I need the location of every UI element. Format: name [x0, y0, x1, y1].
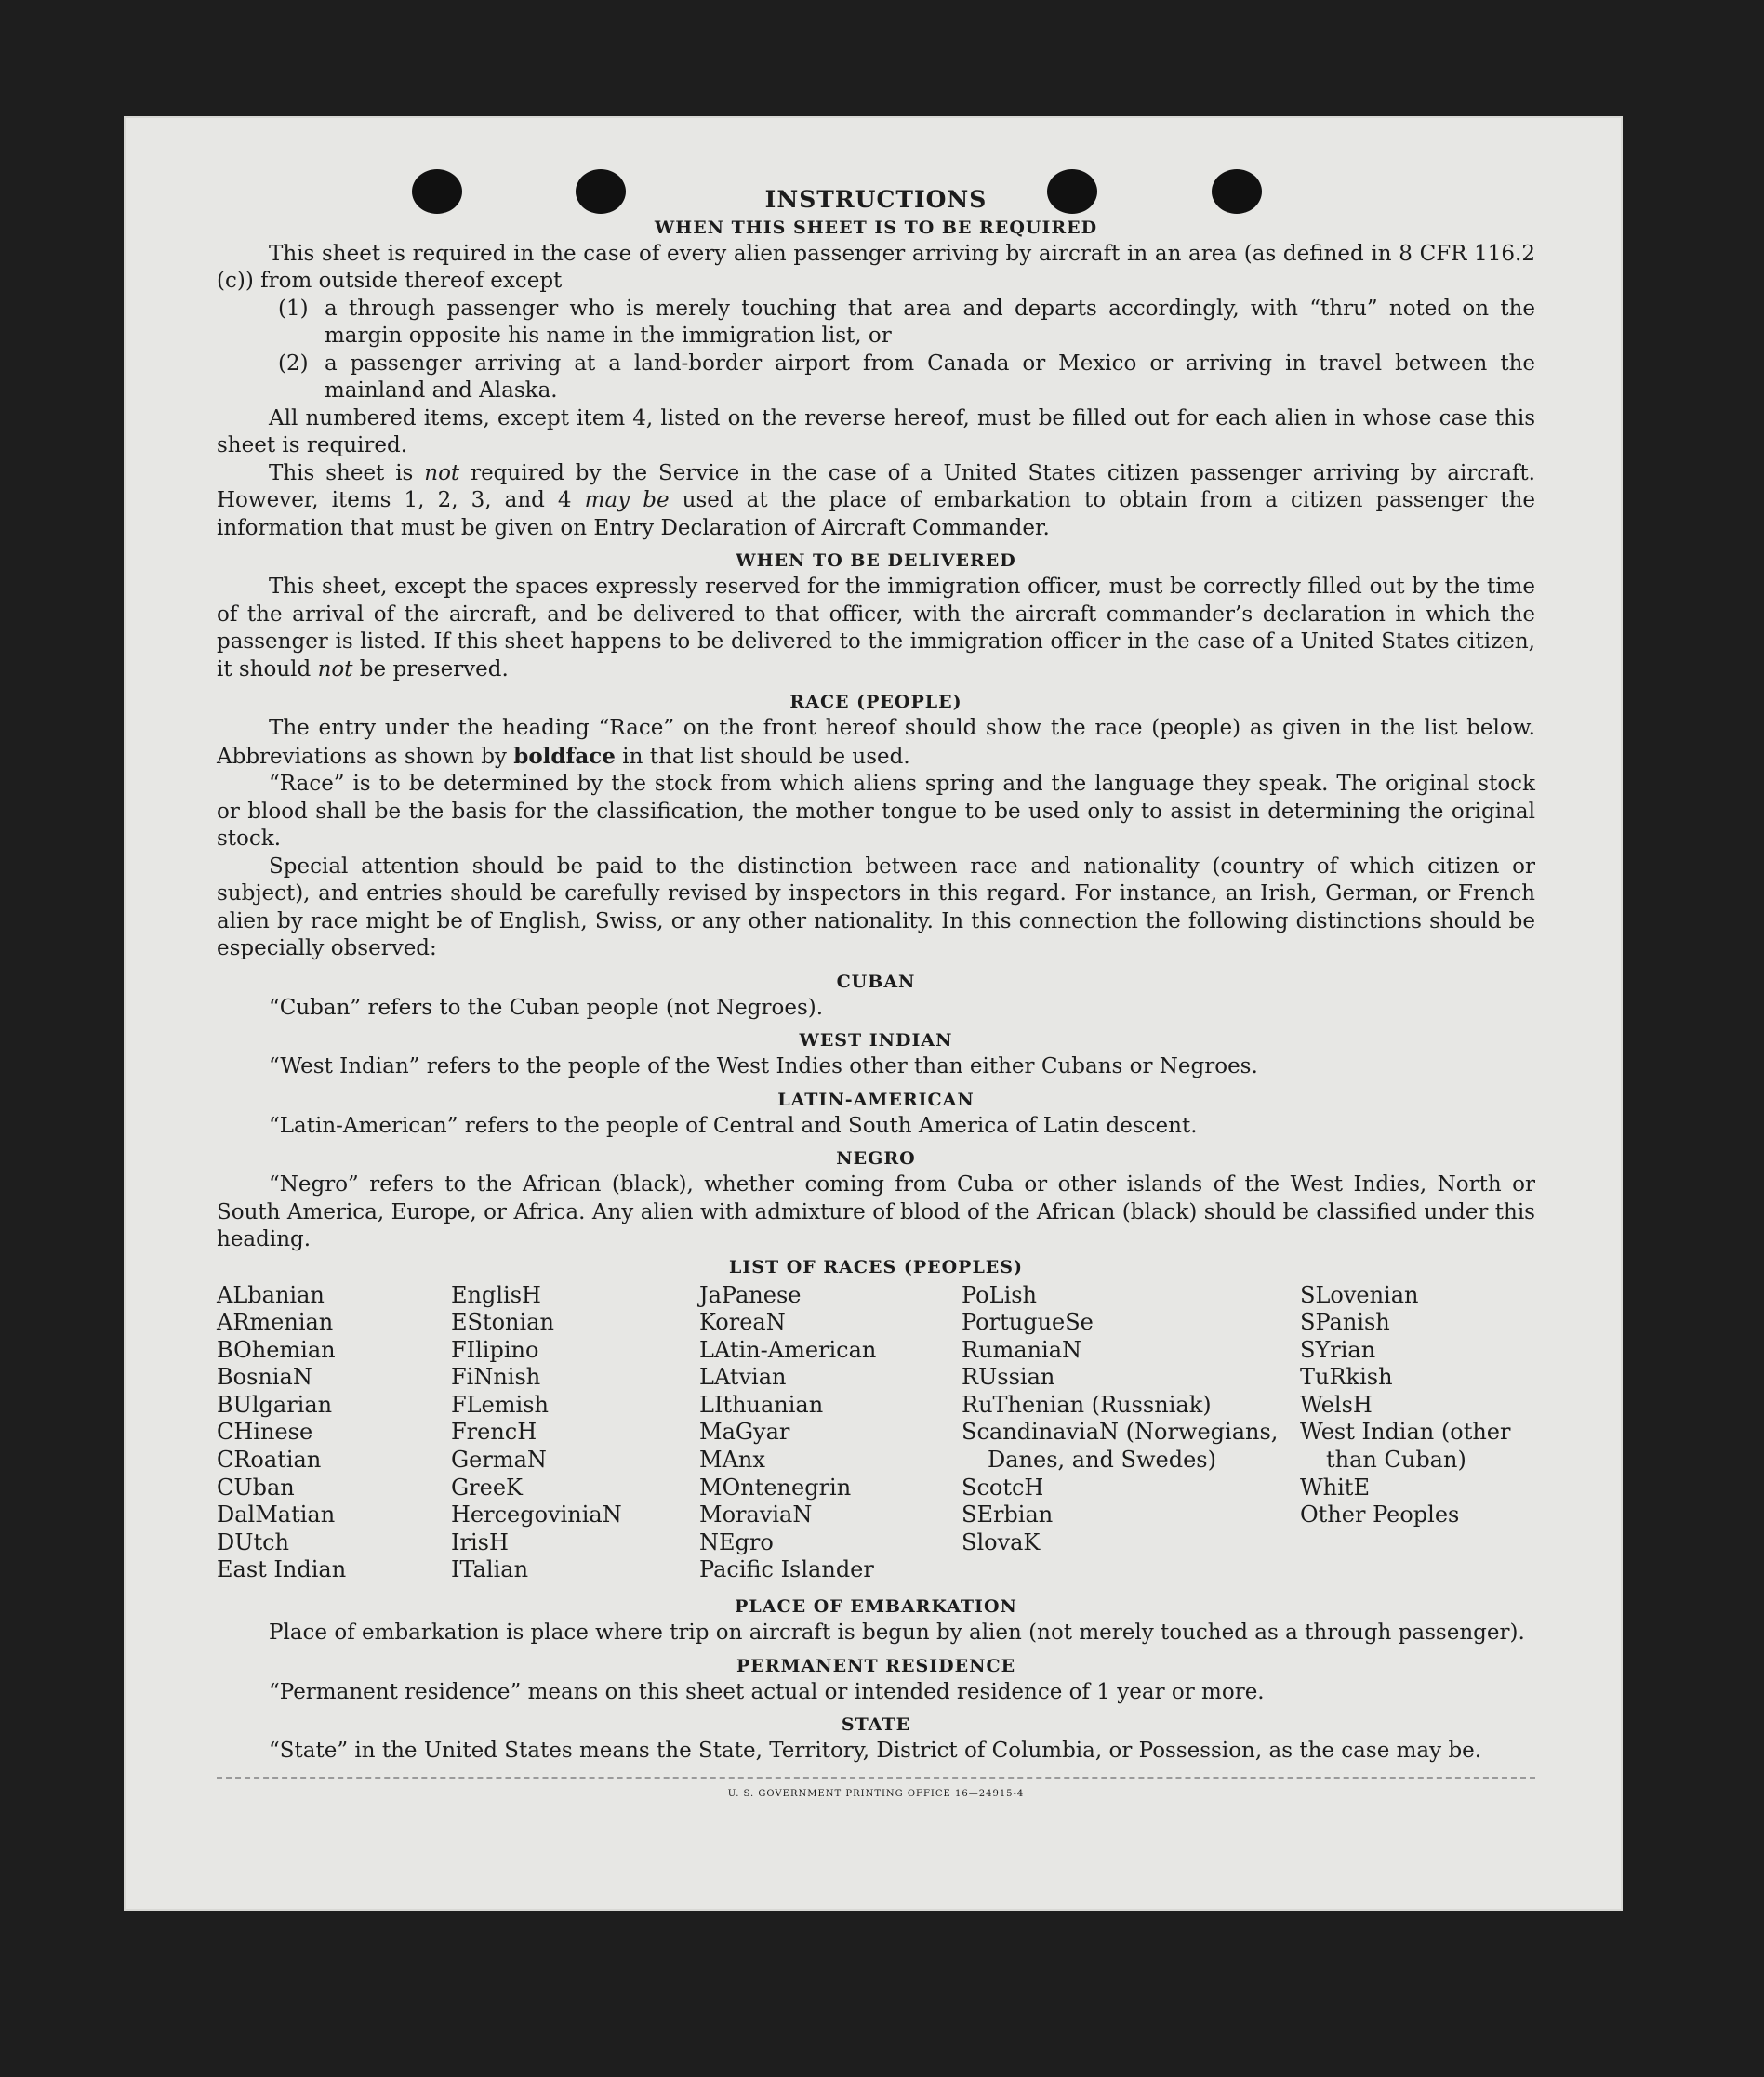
- race-entry: NEgro: [699, 1528, 774, 1555]
- race-column: [451, 1282, 699, 1585]
- race-entry: Pacific Islander: [699, 1556, 874, 1583]
- race-column: [1300, 1282, 1535, 1585]
- race-entry: ALbanian: [217, 1281, 325, 1308]
- race-entry: RumaniaN: [962, 1336, 1082, 1363]
- paragraph: “West Indian” refers to the people of the West Indies other than either Cubans or Negroes.: [269, 1054, 1258, 1078]
- race-entry: MaGyar: [699, 1419, 790, 1446]
- race-column: [217, 1282, 451, 1585]
- paragraph: “Latin-American” refers to the people of Central and South America of Latin descent.: [269, 1113, 1198, 1138]
- section-heading: RACE (PEOPLE): [789, 692, 962, 712]
- race-entry: SYrian: [1300, 1336, 1376, 1363]
- race-entry: WelsH: [1300, 1391, 1373, 1418]
- list-item: (1) a through passenger who is merely touching that area and departs accordingly, with “thru” noted on the margin opposite his name in the immigration list, or: [278, 296, 1535, 348]
- paragraph: “Race” is to be determined by the stock from which aliens spring and the language they speak. The original stock or blood shall be the basis for the classification, the mother tongue to be used only to assist in determining the original stock.: [217, 772, 1535, 851]
- race-column: [962, 1282, 1300, 1585]
- paragraph: “State” in the United States means the State, Territory, District of Columbia, or Possession, as the case may be.: [269, 1739, 1482, 1764]
- race-entry: CHinese: [217, 1419, 313, 1446]
- section-heading: LIST OF RACES (PEOPLES): [729, 1256, 1023, 1277]
- section-heading: PERMANENT RESIDENCE: [736, 1655, 1016, 1676]
- race-entry: RUssian: [962, 1364, 1055, 1391]
- paragraph: This sheet, except the spaces expressly reserved for the immigration officer, must be correctly filled out by the time of the arrival of the aircraft, and be delivered to that officer, with the aircraft commander’s declaration in which the passenger is listed. If this sheet happens to be delivered to the immigration officer in the case of a United States citizen, it should not be preserved.: [217, 575, 1535, 681]
- race-entry: LIthuanian: [699, 1391, 824, 1418]
- section-heading: CUBAN: [836, 971, 916, 992]
- race-entry: ARmenian: [217, 1309, 334, 1336]
- race-entry: DUtch: [217, 1528, 290, 1555]
- race-entry: ScandinaviaN (Norwegians, Danes, and Swedes): [962, 1419, 1279, 1474]
- section-heading: LATIN-AMERICAN: [777, 1089, 975, 1110]
- race-entry: DalMatian: [217, 1502, 336, 1528]
- race-entry: PoLish: [962, 1281, 1038, 1308]
- paragraph: This sheet is required in the case of every alien passenger arriving by aircraft in an area (as defined in 8 CFR 116.2 (c)) from outside thereof except: [217, 241, 1535, 293]
- section-heading: WEST INDIAN: [799, 1030, 953, 1051]
- race-entry: BOhemian: [217, 1336, 336, 1363]
- list-item: (2) a passenger arriving at a land-border airport from Canada or Mexico or arriving in travel between the mainland and Alaska.: [278, 351, 1535, 403]
- race-entry: MOntenegrin: [699, 1474, 852, 1501]
- race-entry: EStonian: [451, 1309, 554, 1336]
- race-entry: SErbian: [962, 1502, 1054, 1528]
- race-entry: FiNnish: [451, 1364, 541, 1391]
- race-entry: LAtin-American: [699, 1336, 877, 1363]
- race-entry: BUlgarian: [217, 1391, 333, 1418]
- instructions-body: [217, 186, 1535, 1807]
- race-entry: FrencH: [451, 1419, 537, 1446]
- paragraph: The entry under the heading “Race” on the front hereof should show the race (people) as given in the list below. Abbreviations as shown by boldface in that list should be used.: [217, 716, 1535, 769]
- section-heading: WHEN THIS SHEET IS TO BE REQUIRED: [654, 217, 1098, 238]
- race-entry: FLemish: [451, 1391, 549, 1418]
- race-entry: CRoatian: [217, 1447, 322, 1474]
- race-entry: EnglisH: [451, 1281, 541, 1308]
- race-column: [699, 1282, 962, 1585]
- race-entry: WhitE: [1300, 1474, 1370, 1501]
- race-entry: SPanish: [1300, 1309, 1390, 1336]
- race-entry: GreeK: [451, 1474, 523, 1501]
- paragraph: “Negro” refers to the African (black), whether coming from Cuba or other islands of the West Indies, North or South America, Europe, or Africa. Any alien with admixture of blood of the African (black) should be classified under this heading.: [217, 1172, 1535, 1251]
- race-entry: JaPanese: [699, 1281, 802, 1308]
- race-entry: KoreaN: [699, 1309, 786, 1336]
- printer-imprint: U. S. GOVERNMENT PRINTING OFFICE 16—24915-4: [217, 1777, 1535, 1808]
- race-entry: MAnx: [699, 1447, 765, 1474]
- race-entry: West Indian (other than Cuban): [1300, 1419, 1511, 1474]
- race-entry: ITalian: [451, 1556, 529, 1583]
- race-entry: FIlipino: [451, 1336, 539, 1363]
- race-list: [217, 1282, 1535, 1585]
- race-entry: ScotcH: [962, 1474, 1044, 1501]
- paragraph: All numbered items, except item 4, listed on the reverse hereof, must be filled out for each alien in whose case this sheet is required.: [217, 405, 1535, 457]
- paragraph: Place of embarkation is place where trip on aircraft is begun by alien (not merely touched as a through passenger).: [269, 1621, 1525, 1646]
- paragraph: “Permanent residence” means on this sheet actual or intended residence of 1 year or more.: [269, 1679, 1265, 1704]
- section-heading: STATE: [841, 1714, 911, 1736]
- race-entry: HercegoviniaN: [451, 1502, 622, 1528]
- race-entry: Other Peoples: [1300, 1502, 1460, 1528]
- race-entry: CUban: [217, 1474, 295, 1501]
- race-entry: East Indian: [217, 1556, 347, 1583]
- race-entry: MoraviaN: [699, 1502, 813, 1528]
- race-entry: GermaN: [451, 1447, 547, 1474]
- document-page: [124, 116, 1623, 1911]
- page-title: INSTRUCTIONS: [764, 186, 988, 213]
- section-heading: NEGRO: [836, 1148, 916, 1169]
- race-entry: LAtvian: [699, 1364, 787, 1391]
- race-entry: SlovaK: [962, 1528, 1041, 1555]
- race-entry: BosniaN: [217, 1364, 312, 1391]
- race-entry: IrisH: [451, 1528, 509, 1555]
- section-heading: WHEN TO BE DELIVERED: [736, 550, 1016, 571]
- section-heading: PLACE OF EMBARKATION: [735, 1596, 1017, 1618]
- paragraph: “Cuban” refers to the Cuban people (not Negroes).: [269, 995, 824, 1020]
- race-entry: RuThenian (Russniak): [962, 1391, 1212, 1418]
- paragraph: This sheet is not required by the Service in the case of a United States citizen passenger arriving by aircraft. However, items 1, 2, 3, and 4 may be used at the place of embarkation to obtain from a citizen passenger the information that must be given on Entry Declaration of Aircraft Commander.: [217, 460, 1535, 540]
- race-entry: TuRkish: [1300, 1364, 1393, 1391]
- race-entry: SLovenian: [1300, 1281, 1419, 1308]
- race-entry: PortugueSe: [962, 1309, 1094, 1336]
- paragraph: Special attention should be paid to the distinction between race and nationality (country of which citizen or subject), and entries should be carefully revised by inspectors in this regard. For instance, an Irish, German, or French alien by race might be of English, Swiss, or any other nationality. In this connection the following distinctions should be especially observed:: [217, 853, 1535, 960]
